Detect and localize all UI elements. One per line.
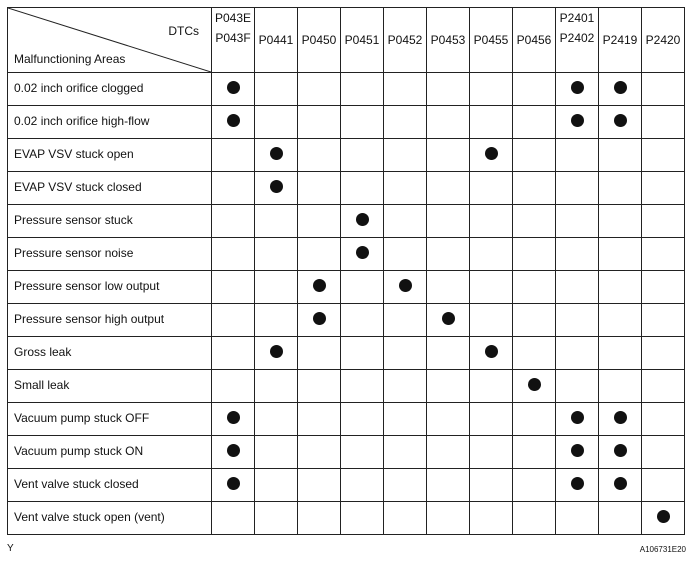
matrix-cell — [212, 337, 255, 370]
figure-id: A106731E20 — [639, 545, 686, 554]
matrix-cell — [341, 469, 384, 502]
matrix-cell — [298, 337, 341, 370]
matrix-cell — [427, 469, 470, 502]
table-row — [8, 106, 685, 139]
matrix-cell — [513, 238, 556, 271]
malfunction-area-label: Pressure sensor high output — [8, 304, 212, 337]
matrix-cell — [298, 436, 341, 469]
matrix-cell — [212, 502, 255, 535]
applicable-dot-icon — [614, 114, 627, 127]
matrix-cell — [212, 370, 255, 403]
matrix-cell — [298, 139, 341, 172]
applicable-dot-icon — [227, 81, 240, 94]
matrix-cell — [427, 205, 470, 238]
applicable-dot-icon — [571, 114, 584, 127]
applicable-dot-icon — [614, 477, 627, 490]
matrix-cell — [341, 205, 384, 238]
matrix-cell — [556, 139, 599, 172]
applicable-dot-icon — [485, 345, 498, 358]
matrix-cell — [599, 238, 642, 271]
matrix-cell — [556, 205, 599, 238]
matrix-cell — [427, 304, 470, 337]
matrix-cell — [556, 304, 599, 337]
dtc-matrix-table — [7, 7, 685, 535]
table-row — [8, 205, 685, 238]
applicable-dot-icon — [227, 477, 240, 490]
malfunctioning-areas-label: Malfunctioning Areas — [14, 52, 126, 66]
dtc-code: P0452 — [387, 33, 423, 47]
matrix-cell — [427, 403, 470, 436]
matrix-cell — [642, 73, 685, 106]
matrix-cell — [298, 73, 341, 106]
matrix-cell — [212, 73, 255, 106]
applicable-dot-icon — [614, 81, 627, 94]
matrix-cell — [212, 304, 255, 337]
applicable-dot-icon — [442, 312, 455, 325]
dtc-code: P0450 — [301, 33, 337, 47]
matrix-cell — [599, 337, 642, 370]
matrix-cell — [470, 436, 513, 469]
matrix-cell — [599, 436, 642, 469]
matrix-cell — [384, 403, 427, 436]
matrix-cell — [384, 469, 427, 502]
malfunction-area-label: EVAP VSV stuck closed — [8, 172, 212, 205]
malfunction-area-label: Vent valve stuck closed — [8, 469, 212, 502]
matrix-cell — [341, 238, 384, 271]
matrix-cell — [384, 139, 427, 172]
matrix-cell — [513, 73, 556, 106]
matrix-cell — [384, 502, 427, 535]
table-row — [8, 271, 685, 304]
matrix-cell — [642, 403, 685, 436]
matrix-cell — [556, 436, 599, 469]
matrix-cell — [341, 106, 384, 139]
malfunction-area-label: 0.02 inch orifice high-flow — [8, 106, 212, 139]
table-row — [8, 139, 685, 172]
matrix-cell — [513, 205, 556, 238]
matrix-cell — [212, 238, 255, 271]
dtc-column-header — [255, 8, 298, 73]
matrix-cell — [341, 502, 384, 535]
matrix-cell — [427, 436, 470, 469]
applicable-dot-icon — [571, 411, 584, 424]
matrix-cell — [212, 469, 255, 502]
table-row — [8, 337, 685, 370]
matrix-cell — [298, 304, 341, 337]
malfunction-area-label: Pressure sensor low output — [8, 271, 212, 304]
matrix-cell — [642, 238, 685, 271]
malfunction-area-label: Small leak — [8, 370, 212, 403]
applicable-dot-icon — [614, 411, 627, 424]
applicable-dot-icon — [227, 444, 240, 457]
matrix-cell — [642, 304, 685, 337]
matrix-cell — [470, 139, 513, 172]
matrix-cell — [513, 106, 556, 139]
dtc-code: P043F — [215, 31, 251, 45]
matrix-cell — [384, 436, 427, 469]
matrix-cell — [384, 370, 427, 403]
dtc-column-header — [642, 8, 685, 73]
matrix-cell — [556, 469, 599, 502]
matrix-cell — [384, 73, 427, 106]
table-row — [8, 73, 685, 106]
matrix-cell — [556, 238, 599, 271]
matrix-cell — [513, 304, 556, 337]
matrix-cell — [341, 304, 384, 337]
matrix-cell — [642, 172, 685, 205]
malfunction-area-label: EVAP VSV stuck open — [8, 139, 212, 172]
malfunction-area-label: Vacuum pump stuck ON — [8, 436, 212, 469]
matrix-cell — [298, 271, 341, 304]
table-row — [8, 238, 685, 271]
matrix-cell — [642, 271, 685, 304]
matrix-cell — [470, 271, 513, 304]
matrix-cell — [513, 403, 556, 436]
matrix-cell — [513, 139, 556, 172]
dtc-code: P2401 — [559, 11, 595, 25]
matrix-cell — [599, 502, 642, 535]
matrix-cell — [255, 172, 298, 205]
matrix-cell — [341, 271, 384, 304]
matrix-cell — [470, 337, 513, 370]
matrix-cell — [255, 502, 298, 535]
matrix-cell — [255, 205, 298, 238]
matrix-cell — [470, 370, 513, 403]
matrix-cell — [599, 172, 642, 205]
matrix-cell — [599, 106, 642, 139]
matrix-cell — [212, 106, 255, 139]
dtc-code: P2402 — [559, 31, 595, 45]
dtc-code: P0441 — [258, 33, 294, 47]
table-row — [8, 502, 685, 535]
applicable-dot-icon — [571, 477, 584, 490]
applicable-dot-icon — [614, 444, 627, 457]
matrix-cell — [642, 469, 685, 502]
matrix-cell — [470, 73, 513, 106]
table-row — [8, 370, 685, 403]
dtc-code: P043E — [214, 11, 252, 25]
matrix-cell — [384, 304, 427, 337]
matrix-cell — [556, 271, 599, 304]
matrix-cell — [384, 337, 427, 370]
matrix-cell — [513, 271, 556, 304]
matrix-cell — [427, 73, 470, 106]
matrix-cell — [513, 469, 556, 502]
matrix-cell — [513, 172, 556, 205]
matrix-cell — [556, 370, 599, 403]
matrix-cell — [556, 73, 599, 106]
applicable-dot-icon — [227, 114, 240, 127]
matrix-cell — [255, 304, 298, 337]
matrix-cell — [427, 172, 470, 205]
matrix-cell — [556, 502, 599, 535]
matrix-cell — [298, 238, 341, 271]
applicable-dot-icon — [313, 279, 326, 292]
matrix-cell — [255, 436, 298, 469]
malfunction-area-label: Pressure sensor noise — [8, 238, 212, 271]
applicable-dot-icon — [528, 378, 541, 391]
dtc-column-header — [556, 8, 599, 73]
applicable-dot-icon — [270, 345, 283, 358]
malfunction-area-label: Gross leak — [8, 337, 212, 370]
matrix-cell — [556, 337, 599, 370]
matrix-cell — [470, 106, 513, 139]
matrix-cell — [599, 370, 642, 403]
dtc-column-header — [599, 8, 642, 73]
matrix-cell — [556, 106, 599, 139]
matrix-cell — [255, 403, 298, 436]
applicable-dot-icon — [227, 411, 240, 424]
matrix-cell — [384, 205, 427, 238]
dtc-code: P2420 — [645, 33, 681, 47]
dtc-column-header — [470, 8, 513, 73]
matrix-cell — [470, 469, 513, 502]
matrix-cell — [255, 337, 298, 370]
matrix-cell — [298, 172, 341, 205]
dtc-column-header — [513, 8, 556, 73]
dtc-column-header — [298, 8, 341, 73]
matrix-cell — [470, 403, 513, 436]
matrix-cell — [298, 205, 341, 238]
matrix-cell — [384, 271, 427, 304]
applicable-dot-icon — [485, 147, 498, 160]
matrix-cell — [255, 139, 298, 172]
matrix-cell — [599, 304, 642, 337]
matrix-cell — [513, 436, 556, 469]
matrix-cell — [255, 271, 298, 304]
matrix-cell — [427, 337, 470, 370]
matrix-cell — [341, 139, 384, 172]
matrix-cell — [341, 172, 384, 205]
matrix-cell — [427, 502, 470, 535]
table-row — [8, 403, 685, 436]
matrix-cell — [513, 370, 556, 403]
applicable-dot-icon — [657, 510, 670, 523]
applicable-dot-icon — [356, 213, 369, 226]
matrix-cell — [642, 337, 685, 370]
dtc-code: P0456 — [516, 33, 552, 47]
matrix-cell — [599, 73, 642, 106]
applicable-dot-icon — [270, 147, 283, 160]
dtc-code: P0451 — [344, 33, 380, 47]
matrix-cell — [642, 436, 685, 469]
matrix-cell — [384, 238, 427, 271]
dtcs-label: DTCs — [168, 24, 199, 38]
matrix-cell — [212, 403, 255, 436]
matrix-cell — [599, 403, 642, 436]
matrix-cell — [642, 370, 685, 403]
applicable-dot-icon — [571, 81, 584, 94]
matrix-cell — [255, 238, 298, 271]
header-row — [8, 8, 685, 73]
table-body — [8, 73, 685, 535]
matrix-cell — [470, 502, 513, 535]
matrix-cell — [642, 205, 685, 238]
matrix-cell — [427, 139, 470, 172]
applicable-dot-icon — [571, 444, 584, 457]
matrix-cell — [341, 403, 384, 436]
matrix-cell — [212, 139, 255, 172]
dtc-code: P0453 — [430, 33, 466, 47]
dtc-column-header — [212, 8, 255, 73]
matrix-cell — [556, 403, 599, 436]
matrix-cell — [470, 172, 513, 205]
matrix-cell — [427, 106, 470, 139]
malfunction-area-label: 0.02 inch orifice clogged — [8, 73, 212, 106]
malfunction-area-label: Vacuum pump stuck OFF — [8, 403, 212, 436]
matrix-cell — [255, 469, 298, 502]
matrix-cell — [642, 502, 685, 535]
dtc-column-header — [341, 8, 384, 73]
footer-mark: Y — [7, 543, 14, 554]
matrix-cell — [599, 469, 642, 502]
matrix-cell — [341, 73, 384, 106]
matrix-cell — [298, 403, 341, 436]
matrix-cell — [298, 469, 341, 502]
dtc-column-header — [384, 8, 427, 73]
matrix-cell — [298, 370, 341, 403]
matrix-cell — [212, 436, 255, 469]
matrix-cell — [341, 370, 384, 403]
table-row — [8, 469, 685, 502]
matrix-cell — [255, 370, 298, 403]
matrix-cell — [470, 205, 513, 238]
matrix-cell — [470, 304, 513, 337]
matrix-cell — [427, 370, 470, 403]
malfunction-area-label: Pressure sensor stuck — [8, 205, 212, 238]
matrix-cell — [513, 337, 556, 370]
matrix-cell — [427, 238, 470, 271]
corner-header-cell — [8, 8, 212, 73]
matrix-cell — [642, 139, 685, 172]
matrix-cell — [642, 106, 685, 139]
matrix-cell — [298, 502, 341, 535]
matrix-cell — [470, 238, 513, 271]
matrix-cell — [212, 172, 255, 205]
matrix-cell — [255, 73, 298, 106]
matrix-cell — [298, 106, 341, 139]
matrix-cell — [212, 205, 255, 238]
matrix-cell — [556, 172, 599, 205]
applicable-dot-icon — [356, 246, 369, 259]
matrix-cell — [384, 172, 427, 205]
matrix-cell — [255, 106, 298, 139]
matrix-cell — [599, 271, 642, 304]
applicable-dot-icon — [270, 180, 283, 193]
matrix-cell — [212, 271, 255, 304]
matrix-cell — [341, 436, 384, 469]
dtc-code: P0455 — [473, 33, 509, 47]
table-row — [8, 172, 685, 205]
dtc-column-header — [427, 8, 470, 73]
applicable-dot-icon — [399, 279, 412, 292]
matrix-cell — [599, 139, 642, 172]
table-row — [8, 304, 685, 337]
matrix-cell — [427, 271, 470, 304]
matrix-cell — [384, 106, 427, 139]
dtc-code: P2419 — [602, 33, 638, 47]
matrix-cell — [341, 337, 384, 370]
matrix-cell — [599, 205, 642, 238]
malfunction-area-label: Vent valve stuck open (vent) — [8, 502, 212, 535]
applicable-dot-icon — [313, 312, 326, 325]
table-row — [8, 436, 685, 469]
matrix-cell — [513, 502, 556, 535]
